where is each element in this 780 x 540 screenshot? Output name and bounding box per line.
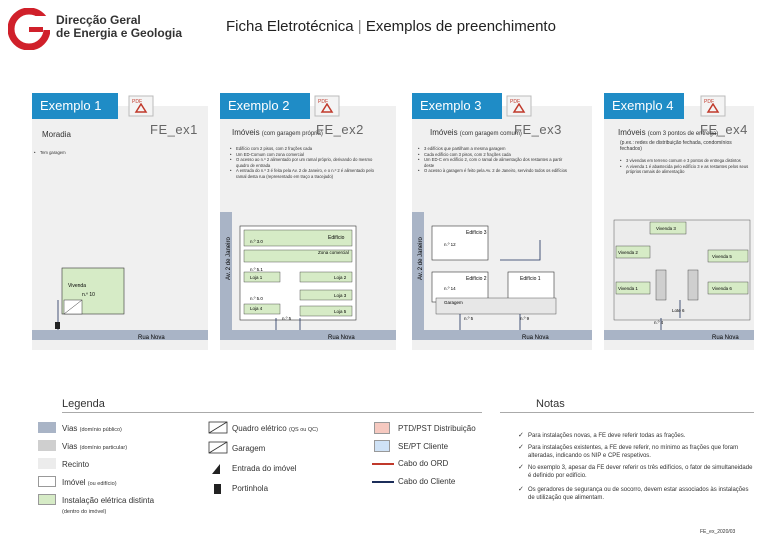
legend-note: (ou edifício) xyxy=(87,481,117,487)
edificio-label: Edifício xyxy=(328,235,345,241)
street-ex1 xyxy=(32,330,208,340)
legend-label: Instalação elétrica distinta xyxy=(62,496,155,505)
example-3-type-note: (com garagem comum) xyxy=(459,131,522,137)
vivenda-label: Vivenda 1 xyxy=(618,286,638,291)
side-street-name: Av. 2 de Janeiro xyxy=(418,237,424,280)
vivenda-label: Vivenda 2 xyxy=(618,250,638,255)
fe-code-2: FE_ex2 xyxy=(316,122,364,137)
street-ex3 xyxy=(412,330,592,340)
legend-item xyxy=(398,459,448,468)
legend-swatch xyxy=(38,422,56,433)
legend-note: (dentro do imóvel) xyxy=(62,509,107,515)
legend-swatch xyxy=(38,494,56,505)
legend-divider xyxy=(62,412,482,413)
fe-code-3: FE_ex3 xyxy=(514,122,562,137)
bullet: • 3 vivendas em terreno comum e 3 pontos de entrega distintos xyxy=(620,158,750,164)
legend-item xyxy=(62,460,89,469)
number-label: n.º 5 xyxy=(464,316,474,321)
legend-note: (QS ou QC) xyxy=(288,427,318,433)
lote-label: Lote 6 xyxy=(672,308,685,313)
legend-label: SE/PT Cliente xyxy=(398,442,449,451)
number-label: n.º 3.0 xyxy=(250,239,263,244)
legend-label: Garagem xyxy=(232,444,266,453)
tab-example-1[interactable]: Exemplo 1 xyxy=(32,93,118,119)
legend-item xyxy=(62,478,117,487)
vivenda-label: Vivenda 5 xyxy=(712,254,732,259)
note-item: ✓ Para instalações existentes, a FE deve referir, no mínimo as frações que foram alteradas, indicando os NIP e CPE respetivos. xyxy=(528,444,754,460)
loja-label: Loja 3 xyxy=(334,293,347,298)
legend-item xyxy=(62,506,106,515)
svg-text:PDF: PDF xyxy=(132,99,142,105)
org-line-1: Direcção Geral xyxy=(56,13,141,27)
number-label: n.º 5.0 xyxy=(250,296,263,301)
legend-item xyxy=(398,442,448,451)
legend-label: Vias xyxy=(62,424,78,433)
tab-example-4[interactable]: Exemplo 4 xyxy=(604,93,684,119)
legend-item xyxy=(62,424,122,433)
street-ex2 xyxy=(220,330,396,340)
note-item: ✓ No exemplo 3, apesar da FE dever referir os três edifícios, o fator de simultaneidade é definido por edifício. xyxy=(528,464,754,480)
legend-swatch xyxy=(38,458,56,469)
legend-label: Portinhola xyxy=(232,484,269,493)
edificio-label: Edifício 3 xyxy=(466,230,487,236)
tab-example-2[interactable]: Exemplo 2 xyxy=(220,93,310,119)
portinhola-icon xyxy=(55,322,60,329)
legend-swatch xyxy=(374,422,390,434)
example-2-type-label: Imóveis xyxy=(232,128,260,137)
title-separator: | xyxy=(357,18,362,35)
legend-item xyxy=(232,464,296,473)
garagem-label: Garagem xyxy=(444,300,463,305)
legend-label: PTD/PST Distribuição xyxy=(398,424,476,433)
legend-label: Entrada do imóvel xyxy=(232,464,297,473)
svg-text:PDF: PDF xyxy=(510,99,520,105)
legend-label: Recinto xyxy=(62,460,90,469)
legend-icons-mid xyxy=(208,420,228,508)
number-label: n.º 5 xyxy=(282,316,292,321)
loja-label: Loja 2 xyxy=(334,275,347,280)
street-name: Rua Nova xyxy=(522,335,549,341)
legend-item xyxy=(62,442,127,451)
legend-item xyxy=(232,424,318,433)
entrada-imovel-icon xyxy=(212,464,220,474)
number-label: n.º 4 xyxy=(654,320,664,325)
legend-item xyxy=(398,424,476,433)
fe-code-4: FE_ex4 xyxy=(700,122,748,137)
example-4-type-note-2: (p.ex.: redes de distribuição fechada, condomínios fechados) xyxy=(620,140,732,152)
legend-label: Cabo do ORD xyxy=(398,459,449,468)
loja-label: Loja 1 xyxy=(250,275,263,280)
street-name: Rua Nova xyxy=(712,335,739,341)
side-street-name: Av. 2 de Janeiro xyxy=(226,237,232,280)
number-label: n.º 5.1 xyxy=(250,267,263,272)
legend-note: (domínio particular) xyxy=(79,445,128,451)
example-4-type-label: Imóveis xyxy=(618,128,646,137)
example-3-type-label: Imóveis xyxy=(430,128,458,137)
title-main: Ficha Eletrotécnica xyxy=(226,18,354,35)
svg-text:PDF: PDF xyxy=(704,99,714,105)
edificio-label: Edifício 2 xyxy=(466,276,487,282)
note-item: ✓ Para instalações novas, a FE deve referir todas as frações. xyxy=(528,432,754,440)
legend-swatch xyxy=(374,440,390,452)
legend-item xyxy=(232,484,268,493)
bullet: • Edifício com 2 pisos, com 2 frações cada xyxy=(230,146,380,152)
number-label: n.º 12 xyxy=(444,242,456,247)
recinto-ex4 xyxy=(614,220,750,320)
legend-item xyxy=(398,477,455,486)
legend-swatch xyxy=(38,440,56,451)
loja-label: Loja 4 xyxy=(250,306,263,311)
legend-label: Cabo do Cliente xyxy=(398,477,456,486)
legend-item xyxy=(232,444,265,453)
bullet: • Cada edifício com 3 pisos, com 2 frações cada xyxy=(418,152,568,158)
loja-label: Loja 5 xyxy=(334,309,347,314)
bullet: • 3 edifícios que partilham a mesma garagem xyxy=(418,146,568,152)
legend-label: Vias xyxy=(62,442,78,451)
example-2-type-note: (com garagem própria) xyxy=(261,131,323,137)
legend-title: Legenda xyxy=(62,398,105,410)
number-label: n.º 14 xyxy=(444,286,456,291)
street-name: Rua Nova xyxy=(138,335,165,341)
bullet: • Um ED-Comum com zona comercial xyxy=(230,152,380,158)
edificio-label: Edifício 1 xyxy=(520,276,541,282)
house-number: n.º 10 xyxy=(82,292,95,298)
note-item: ✓ Os geradores de segurança ou de socorro, devem estar associados às instalações de utilização que alimentam. xyxy=(528,486,754,502)
org-line-2: de Energia e Geologia xyxy=(56,26,183,40)
legend-label: Imóvel xyxy=(62,478,86,487)
portinhola-icon xyxy=(214,484,221,494)
vivenda-label: Vivenda 6 xyxy=(712,286,732,291)
cabo-cliente-line xyxy=(372,481,394,483)
legend-label: Quadro elétrico xyxy=(232,424,287,433)
notes-divider xyxy=(500,412,754,413)
number-label: n.º 9 xyxy=(520,316,530,321)
fe-code-1: FE_ex1 xyxy=(150,122,198,137)
notes-title: Notas xyxy=(536,398,565,410)
title-sub: Exemplos de preenchimento xyxy=(365,18,556,35)
legend-swatch xyxy=(38,476,56,487)
bullet: • A vivenda 1 é abastecida pelo edifício 3 e as restantes pelos seus próprios ramais de alimentação xyxy=(620,164,750,175)
vivenda-label: Vivenda xyxy=(68,283,86,289)
footer-code: FE_ex_2020/03 xyxy=(700,529,736,535)
street-name: Rua Nova xyxy=(328,335,355,341)
example-1-type-label: Moradia xyxy=(42,130,71,139)
bullet: • Um ED-C em edifício 2, com o ramal de alimentação dos restantes a partir deste xyxy=(418,157,568,168)
legend-item xyxy=(62,496,154,505)
bullet: • O acesso ao n.º 2 alimentado por um ramal próprio, derivando do mesmo quadro de entrada xyxy=(230,157,380,168)
bullet: • Tem garagem xyxy=(34,150,114,156)
legend-note: (domínio público) xyxy=(79,427,122,433)
svg-text:PDF: PDF xyxy=(318,99,328,105)
cabo-ord-line xyxy=(372,463,394,465)
vivenda-label: Vivenda 3 xyxy=(656,226,676,231)
zona-comercial-label: Zona comercial xyxy=(318,250,349,255)
bullet: • A entrada do n.º 3 é feita pela Av. 2 de Janeiro, e o n.º 2 é alimentado pelo ramal desta rua (representado em traço a tracejado) xyxy=(230,168,380,179)
example-4-type-note: (com 3 pontos de entrega) xyxy=(647,131,719,137)
tab-example-3[interactable]: Exemplo 3 xyxy=(412,93,502,119)
bullet: • O acesso à garagem é feito pela Av. 2 de Janeiro, servindo todos os edifícios xyxy=(418,168,568,174)
